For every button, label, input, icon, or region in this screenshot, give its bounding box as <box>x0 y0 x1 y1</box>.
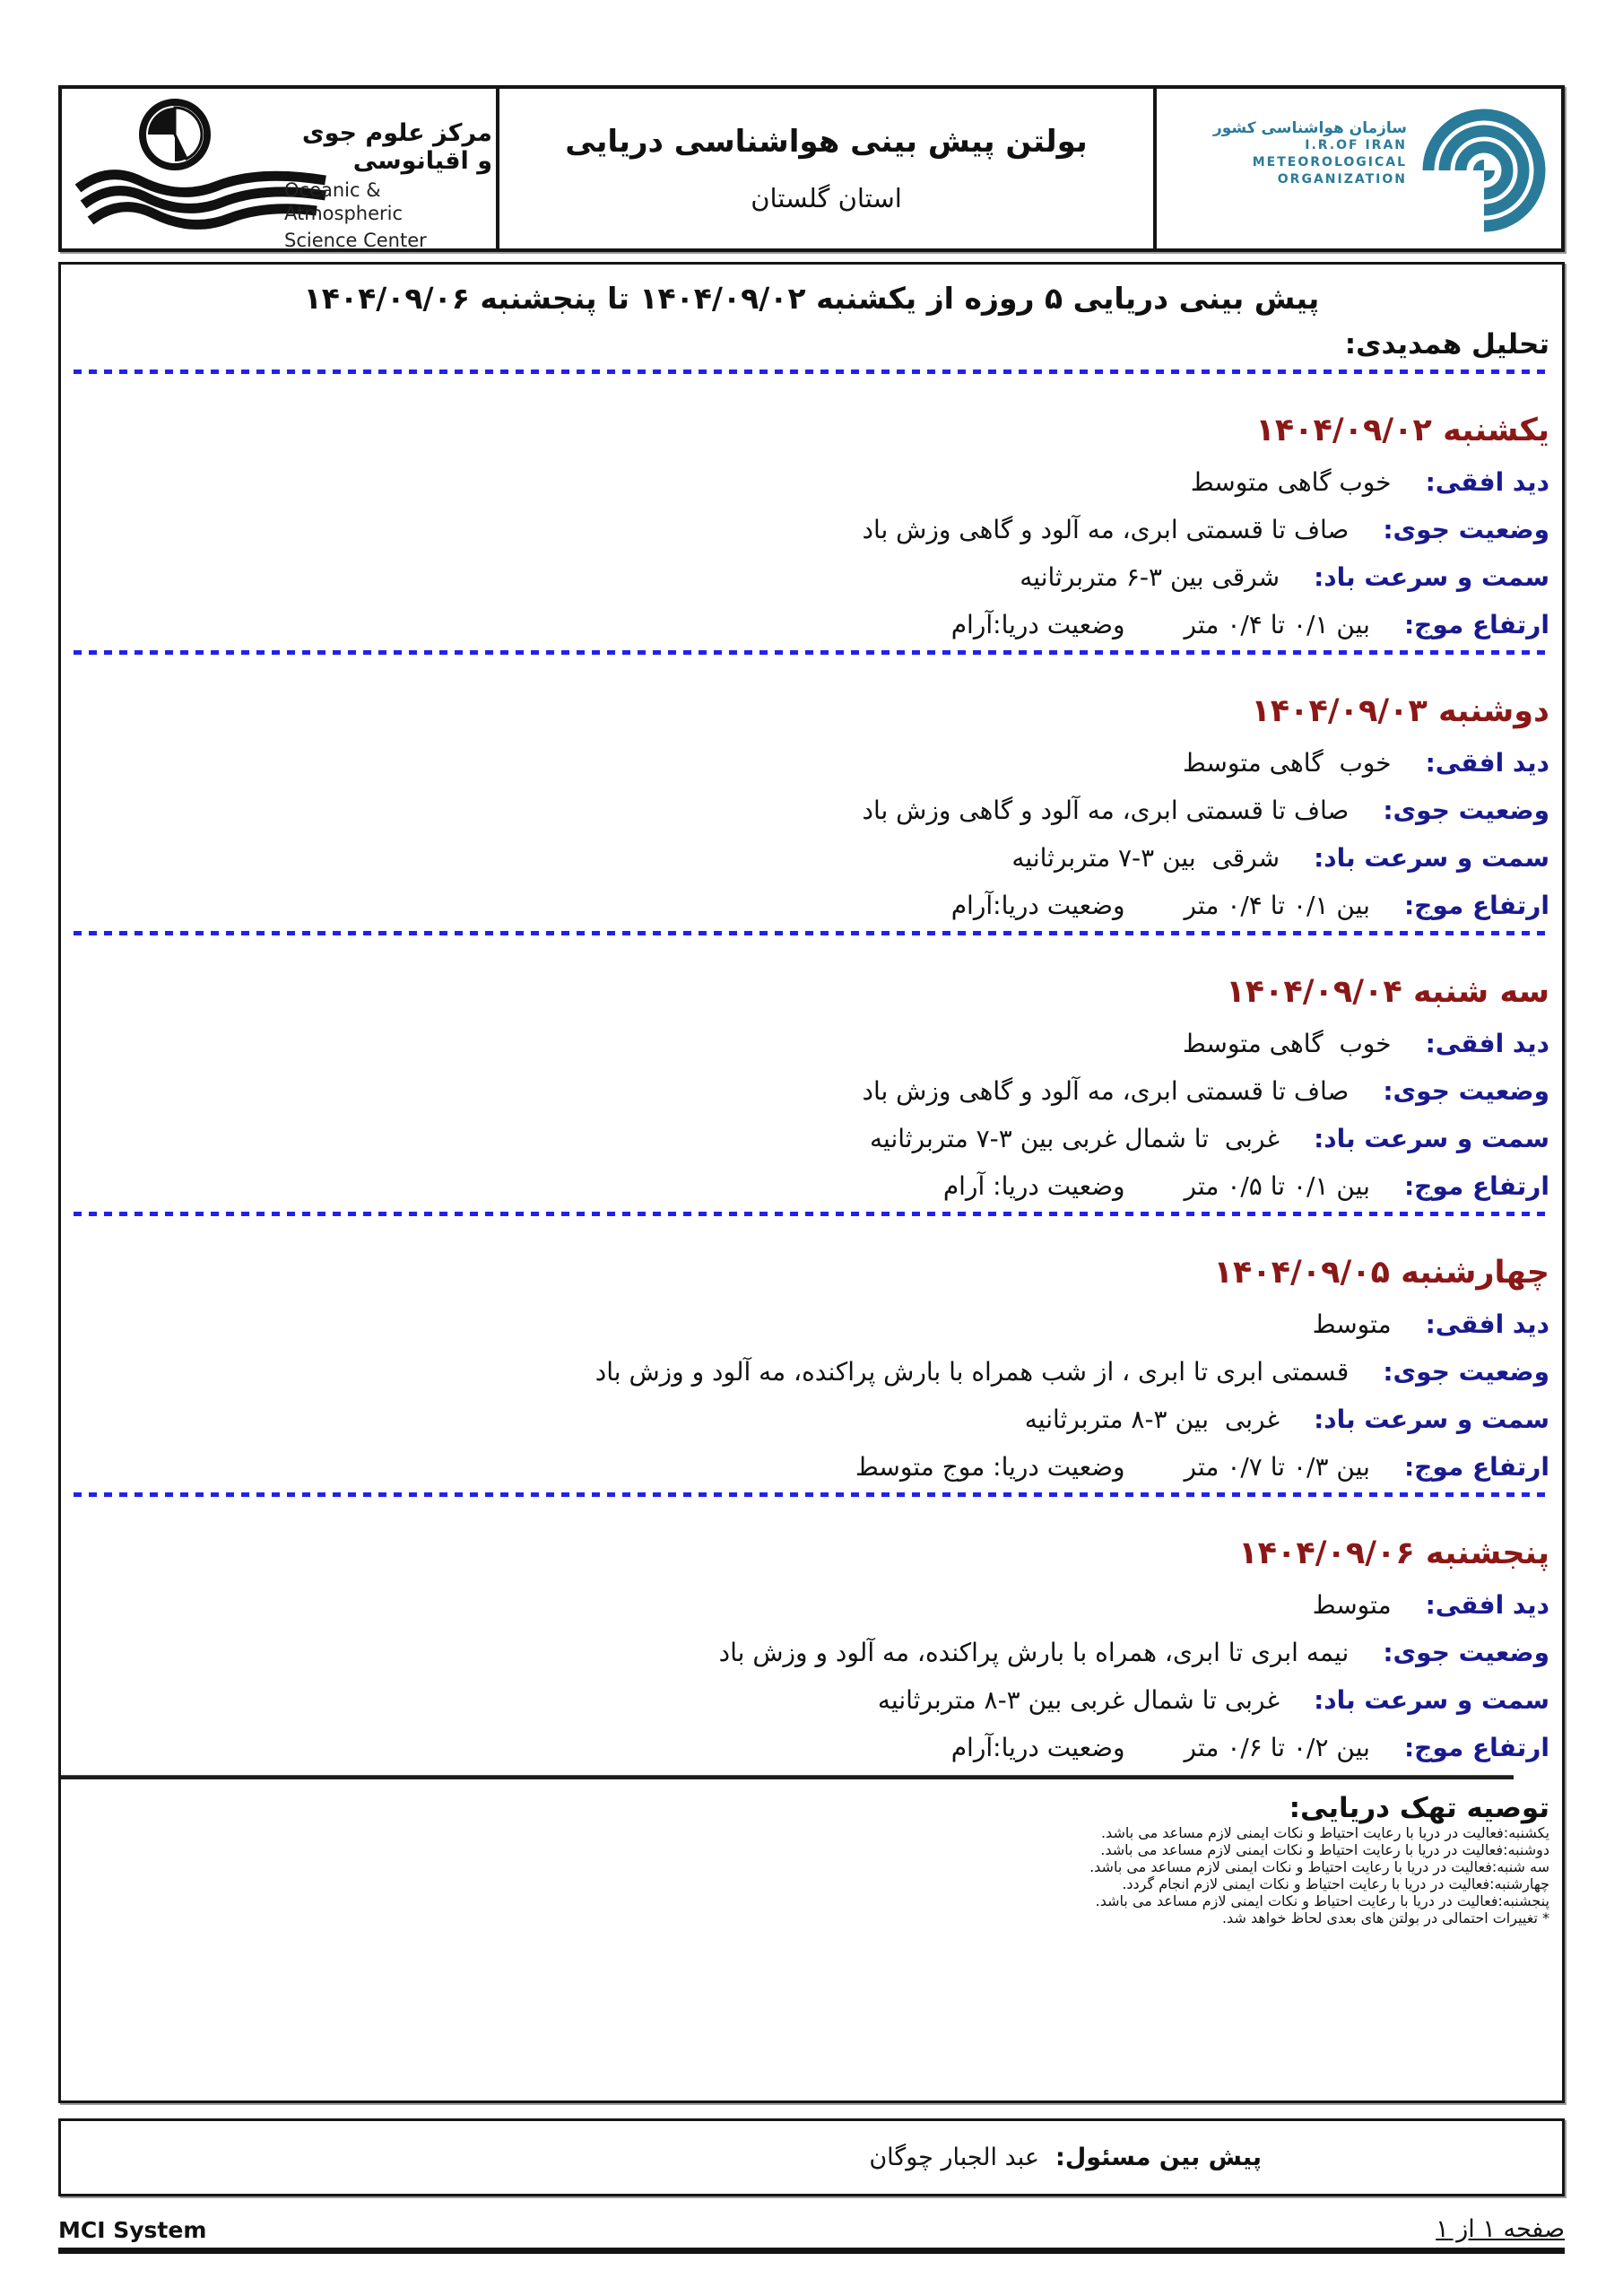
advisory-line: پنجشنبه:فعالیت در دریا با رعایت احتیاط و نکات ایمنی لازم مساعد می باشد. <box>1095 1892 1549 1909</box>
advisory-lines <box>74 1824 1549 1926</box>
advisory-line: دوشنبه:فعالیت در دریا با رعایت احتیاط و نکات ایمنی لازم مساعد می باشد. <box>1100 1841 1549 1858</box>
dotted-separator <box>74 650 1549 655</box>
wave-row <box>74 1170 1549 1203</box>
visibility-value: خوب گاهی متوسط <box>1190 467 1392 497</box>
day-heading: دوشنبه ۱۴۰۴/۰۹/۰۳ <box>1251 693 1549 729</box>
wind-row <box>74 561 1549 594</box>
wind-row <box>74 842 1549 874</box>
wind-value: غربی تا شمال غربی بین ۳-۷ متربرثانیه <box>869 1124 1280 1153</box>
advisory-line: * تغییرات احتمالی در بولتن های بعدی لحاظ خواهد شد. <box>1221 1909 1549 1926</box>
sea-state-value: وضعیت دریا: موج متوسط <box>855 1452 1125 1482</box>
visibility-label: دید افقی: <box>1425 1029 1549 1058</box>
sky-value: صاف تا قسمتی ابری، مه آلود و گاهی وزش باد <box>862 1076 1350 1106</box>
visibility-label: دید افقی: <box>1425 467 1549 497</box>
visibility-value: متوسط <box>1312 1309 1392 1339</box>
wind-value: شرقی بین ۳-۷ متربرثانیه <box>1011 843 1280 873</box>
page-number: صفحه ۱ از ۱ <box>1436 2215 1565 2243</box>
wind-value: غربی بین ۳-۸ متربرثانیه <box>1024 1405 1280 1434</box>
wave-row <box>74 1451 1549 1483</box>
forecaster-label: پیش بین مسئول: <box>1055 2144 1262 2171</box>
wind-label: سمت و سرعت باد: <box>1314 843 1549 873</box>
advisory-line: یکشنبه:فعالیت در دریا با رعایت احتیاط و نکات ایمنی لازم مساعد می باشد. <box>1100 1824 1549 1841</box>
visibility-row <box>74 1028 1549 1060</box>
visibility-value: خوب گاهی متوسط <box>1182 748 1392 778</box>
sky-value: نیمه ابری تا ابری، همراه با بارش پراکنده، مه آلود و وزش باد <box>718 1638 1350 1667</box>
dotted-separator <box>74 1492 1549 1497</box>
wave-value: بین ۰/۱ تا ۰/۴ متر <box>1184 610 1370 639</box>
forecast-period-title: پیش بینی دریایی ۵ روزه از یکشنبه ۱۴۰۴/۰۹/۰۲ تا پنجشنبه ۱۴۰۴/۰۹/۰۶ <box>303 281 1320 316</box>
wind-label: سمت و سرعت باد: <box>1314 1124 1549 1153</box>
wave-label: ارتفاع موج: <box>1403 610 1549 639</box>
visibility-row <box>74 466 1549 499</box>
sea-state-value: وضعیت دریا: آرام <box>942 1171 1125 1201</box>
synoptic-analysis-label: تحلیل همدیدی: <box>1344 328 1549 361</box>
wave-value: بین ۰/۱ تا ۰/۵ متر <box>1184 1171 1370 1201</box>
wind-value: غربی تا شمال غربی بین ۳-۸ متربرثانیه <box>877 1685 1280 1715</box>
oceanic-center-name-en2: Science Center <box>284 230 427 251</box>
irimo-name-en1: I.R.OF IRAN <box>1305 137 1407 152</box>
wave-label: ارتفاع موج: <box>1403 1733 1549 1762</box>
advisory-divider <box>61 1775 1514 1779</box>
sky-value: قسمتی ابری تا ابری ، از شب همراه با بارش پراکنده، مه آلود و وزش باد <box>595 1357 1350 1387</box>
visibility-value: خوب گاهی متوسط <box>1182 1029 1392 1058</box>
sea-state-value: وضعیت دریا:آرام <box>950 610 1125 639</box>
sky-row <box>74 795 1549 827</box>
sea-state-value: وضعیت دریا:آرام <box>950 891 1125 920</box>
forecaster-name: عبد الجبار چوگان <box>869 2144 1040 2171</box>
wave-label: ارتفاع موج: <box>1403 1171 1549 1201</box>
sky-row <box>74 1637 1549 1669</box>
wind-row <box>74 1404 1549 1436</box>
day-heading: پنجشنبه ۱۴۰۴/۰۹/۰۶ <box>1238 1535 1549 1571</box>
wind-value: شرقی بین ۳-۶ متربرثانیه <box>1020 562 1280 592</box>
wave-value: بین ۰/۱ تا ۰/۴ متر <box>1184 891 1370 920</box>
wind-row <box>74 1123 1549 1155</box>
day-section <box>74 1533 1549 1764</box>
irimo-name-en3: ORGANIZATION <box>1277 171 1407 187</box>
advisory-line: سه شنبه:فعالیت در دریا با رعایت احتیاط و نکات ایمنی لازم مساعد می باشد. <box>1089 1858 1549 1875</box>
sky-row <box>74 1075 1549 1108</box>
bulletin-main-title: بولتن پیش بینی هواشناسی دریایی <box>565 124 1088 160</box>
irimo-spiral-logo-icon <box>1409 94 1552 243</box>
oceanic-center-name-en1: Oceanic & Atmospheric <box>284 179 404 224</box>
sky-label: وضعیت جوی: <box>1383 1357 1549 1387</box>
page-bar <box>58 2215 1565 2243</box>
sky-row <box>74 1356 1549 1388</box>
day-section <box>74 971 1549 1216</box>
wind-label: سمت و سرعت باد: <box>1314 1685 1549 1715</box>
sky-label: وضعیت جوی: <box>1383 515 1549 544</box>
sky-value: صاف تا قسمتی ابری، مه آلود و گاهی وزش باد <box>862 796 1350 825</box>
header-left-cell <box>58 85 499 252</box>
dotted-separator <box>74 1212 1549 1216</box>
sky-label: وضعیت جوی: <box>1383 1076 1549 1106</box>
wave-label: ارتفاع موج: <box>1403 891 1549 920</box>
visibility-label: دید افقی: <box>1425 1590 1549 1620</box>
header <box>58 85 1565 252</box>
forecast-body <box>58 262 1565 2103</box>
visibility-label: دید افقی: <box>1425 748 1549 778</box>
header-right-cell <box>1153 85 1565 252</box>
sky-label: وضعیت جوی: <box>1383 796 1549 825</box>
day-section <box>74 1252 1549 1497</box>
day-heading: چهارشنبه ۱۴۰۴/۰۹/۰۵ <box>1213 1255 1549 1291</box>
irimo-name-en2: METEOROLOGICAL <box>1252 154 1407 170</box>
province-subtitle: استان گلستان <box>751 183 902 213</box>
sky-value: صاف تا قسمتی ابری، مه آلود و گاهی وزش باد <box>862 515 1350 544</box>
header-title-cell <box>496 85 1157 252</box>
wind-label: سمت و سرعت باد: <box>1314 562 1549 592</box>
visibility-row <box>74 1589 1549 1622</box>
wind-row <box>74 1684 1549 1717</box>
day-section <box>74 691 1549 935</box>
visibility-label: دید افقی: <box>1425 1309 1549 1339</box>
system-name: MCI System <box>58 2217 207 2243</box>
day-heading: یکشنبه ۱۴۰۴/۰۹/۰۲ <box>1255 413 1549 448</box>
advisory-line: چهارشنبه:فعالیت در دریا با رعایت احتیاط و نکات ایمنی لازم انجام گردد. <box>1122 1875 1549 1892</box>
wave-value: بین ۰/۳ تا ۰/۷ متر <box>1184 1452 1370 1482</box>
day-sections <box>74 410 1549 1764</box>
visibility-row <box>74 747 1549 779</box>
day-section <box>74 410 1549 655</box>
day-heading: سه شنبه ۱۴۰۴/۰۹/۰۴ <box>1226 974 1549 1010</box>
irimo-name-fa: سازمان هواشناسی کشور <box>1212 118 1407 137</box>
advisory-title: توصیه تهک دریایی: <box>1289 1792 1549 1824</box>
wave-row <box>74 1732 1549 1764</box>
bottom-rule <box>58 2248 1565 2254</box>
visibility-row <box>74 1309 1549 1341</box>
wave-row <box>74 609 1549 641</box>
oceanic-center-name-fa: مرکز علوم جوی و اقیانوسی <box>301 119 492 175</box>
wave-label: ارتفاع موج: <box>1403 1452 1549 1482</box>
forecaster-box <box>58 2118 1565 2196</box>
sky-label: وضعیت جوی: <box>1383 1638 1549 1667</box>
dotted-separator <box>74 931 1549 935</box>
sea-state-value: وضعیت دریا:آرام <box>950 1733 1125 1762</box>
sky-row <box>74 514 1549 546</box>
dotted-separator <box>74 370 1549 374</box>
wave-row <box>74 890 1549 922</box>
visibility-value: متوسط <box>1312 1590 1392 1620</box>
wave-value: بین ۰/۲ تا ۰/۶ متر <box>1184 1733 1370 1762</box>
wind-label: سمت و سرعت باد: <box>1314 1405 1549 1434</box>
